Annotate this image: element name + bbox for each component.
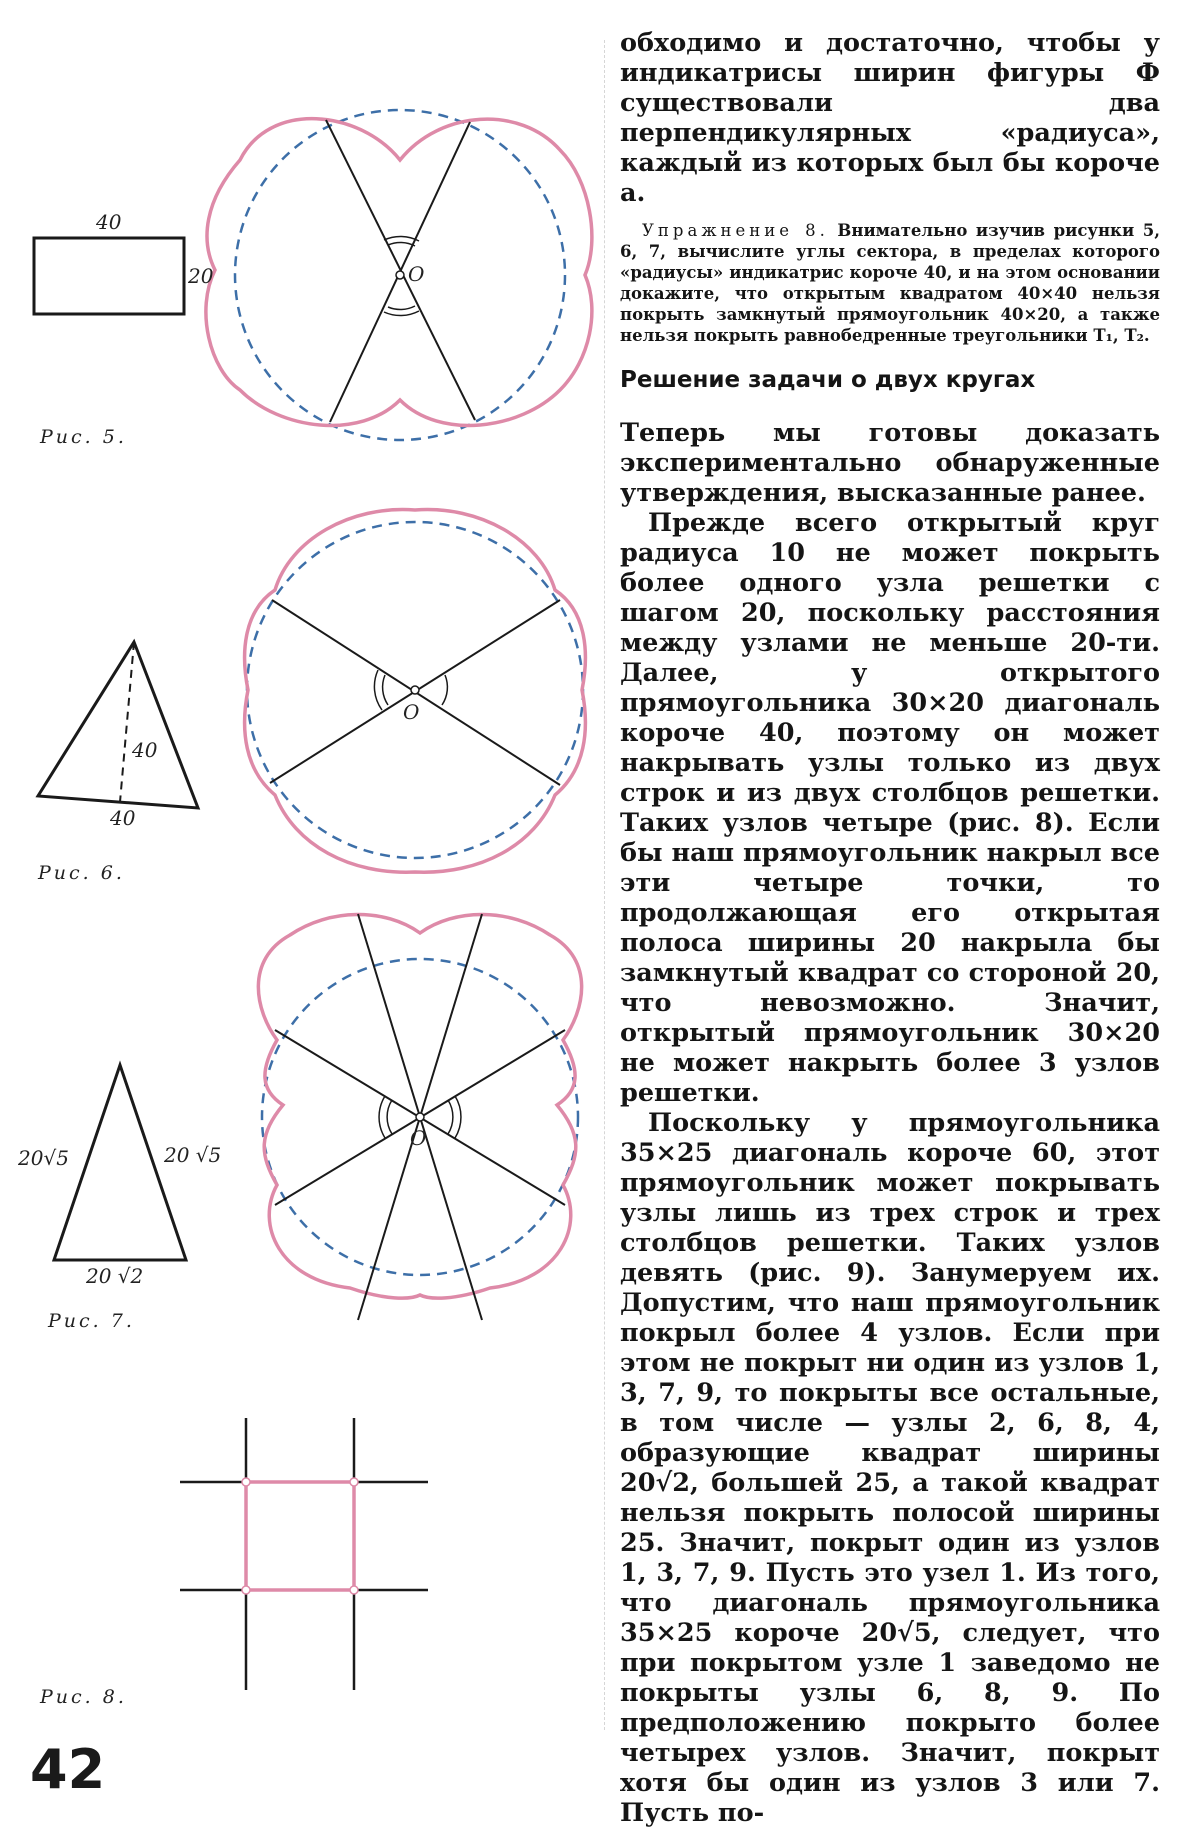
angle-arc <box>374 670 382 710</box>
exercise-8 <box>620 220 1160 346</box>
lattice-node <box>242 1478 250 1486</box>
text-column <box>620 28 1160 1828</box>
fig5-height-label: 20 <box>188 264 214 288</box>
column-divider <box>604 40 606 1730</box>
angle-arc <box>387 1100 392 1134</box>
paragraph-2: Прежде всего открытый круг радиуса 10 не может покрыть более одного узла решетки с шагом 20, поскольку расстояния между узлами не меньше 20-ти. Далее, у открытого прямоугольника 30×20 диагональ короче 40, поэтому он может накрывать узлы только из двух строк и из двух столбцов решетки. Таких узлов четыре (рис. 8). Если бы наш прямоугольник накрыл все эти четыре точки, то продолжающая его открытая полоса ширины 20 накрыла бы замкнутый квадрат со стороной 20, что невозможно. Значит, открытый прямоугольник 30×20 не может накрыть более 3 узлов решетки. <box>620 508 1160 1108</box>
fig5-caption: Рис. 5. <box>40 426 127 448</box>
fig6-height-label: 40 <box>132 738 158 762</box>
center-point <box>396 271 404 279</box>
figure-8 <box>0 1400 600 1720</box>
fig7-base-label: 20 √2 <box>86 1264 144 1288</box>
fig8-caption: Рис. 8. <box>40 1686 127 1708</box>
rectangle-40x20 <box>34 238 184 314</box>
triangle-height <box>120 642 134 802</box>
paragraph-3: Поскольку у прямоугольника 35×25 диагональ короче 60, этот прямоугольник может покрывать узлы лишь из трех строк и трех столбцов решетки. Таких узлов девять (рис. 9). Занумеруем их. Допустим, что наш прямоугольник покрыл более 4 узлов. Если при этом не покрыт ни один из узлов 1, 3, 7, 9, то покрыты все остальные, в том числе — узлы 2, 6, 8, 4, образующие квадрат ширины 20√2, большей 25, а такой квадрат нельзя покрыть полосой ширины 25. Значит, покрыт один из узлов 1, 3, 7, 9. Пусть это узел 1. Из того, что диагональ прямоугольника 35×25 короче 20√5, следует, что при покрытом узле 1 заведомо не покрыты узлы 6, 8, 9. По предположению покрыто более четырех узлов. Значит, покрыт хотя бы один из узлов 3 или 7. Пусть по- <box>620 1108 1160 1828</box>
angle-arc <box>455 1096 461 1138</box>
angle-arc <box>388 306 415 310</box>
center-point <box>416 1113 424 1121</box>
fig5-center-label: O <box>408 262 425 286</box>
exercise-title: Упражнение 8. <box>642 221 829 240</box>
fig7-center-label: O <box>410 1126 427 1150</box>
paragraph-1: Теперь мы готовы доказать экспериментально обнаруженные утверждения, высказанные ранее. <box>620 418 1160 508</box>
figure-5 <box>0 0 600 460</box>
isosceles-triangle <box>38 642 198 808</box>
page-number: 42 <box>30 1738 106 1801</box>
angle-arc <box>383 675 388 705</box>
angle-arc <box>442 675 447 705</box>
angle-arc <box>448 1100 453 1134</box>
lattice-node <box>350 1478 358 1486</box>
fig6-caption: Рис. 6. <box>38 862 125 884</box>
fig6-base-label: 40 <box>110 806 136 830</box>
fig5-width-label: 40 <box>96 210 122 234</box>
fig7-left-label: 20√5 <box>18 1146 69 1170</box>
section-heading: Решение задачи о двух кругах <box>620 367 1036 393</box>
width-indicatrix <box>258 914 581 1298</box>
fig7-caption: Рис. 7. <box>48 1310 135 1332</box>
lattice-node <box>242 1586 250 1594</box>
exercise-body: Внимательно изучив рисунки 5, 6, 7, вычислите углы сектора, в пределах которого «радиусы» индикатрис короче 40, и на этом основании докажите, что открытым квадратом 40×40 нельзя покрыть замкнутый прямоугольник 40×20, а также нельзя покрыть равнобедренные треугольники T₁, T₂. <box>620 221 1161 345</box>
center-point <box>411 686 419 694</box>
angle-arc <box>379 1096 385 1138</box>
angle-arc <box>384 311 419 316</box>
unit-square <box>246 1482 354 1590</box>
fig6-center-label: O <box>403 700 420 724</box>
figure-6 <box>0 500 600 900</box>
paragraph-intro: обходимо и достаточно, чтобы у индикатрисы ширин фигуры Ф существовали два перпендикулярных «радиуса», каждый из которых был бы короче a. <box>620 28 1160 208</box>
angle-arc <box>388 242 415 246</box>
lattice-node <box>350 1586 358 1594</box>
fig7-right-label: 20 √5 <box>164 1143 222 1167</box>
